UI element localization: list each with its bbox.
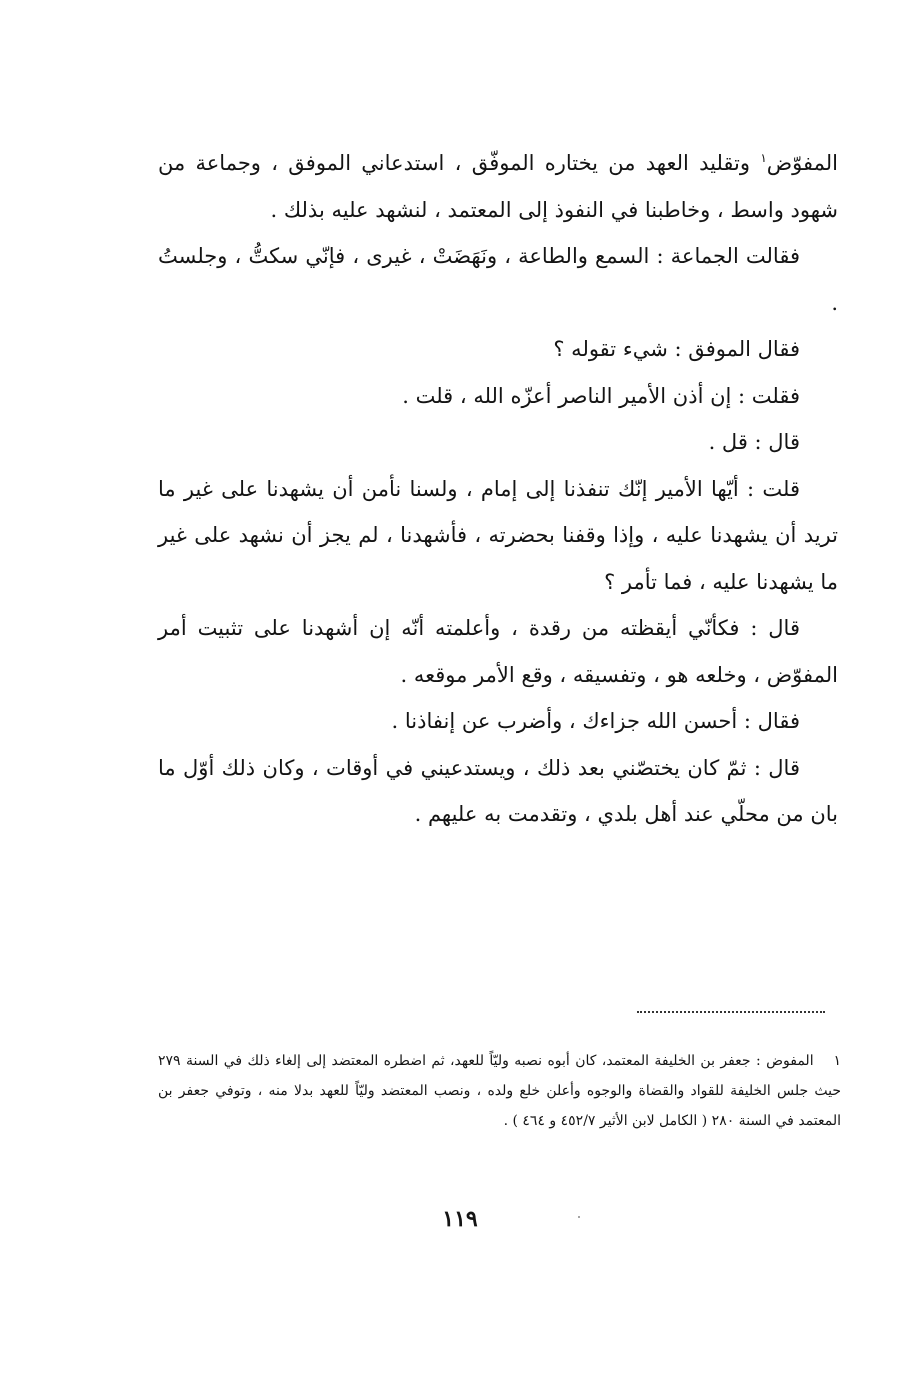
page-number: ١١٩ [442,1206,478,1232]
main-text [158,140,838,838]
footnote-text: المفوض : جعفر بن الخليفة المعتمد، كان أبوه نصبه وليّاً للعهد، ثم اضطره المعتضد إلى إلغاء ذلك في السنة ٢٧٩ حيث جلس الخليفة للقواد والقضاة والوجوه وأعلن خلع ولده ، ونصب المعتضد وليّاً للعهد بدلا منه ، وتوفي جعفر بن المعتمد في السنة ٢٨٠ ( الكامل لابن الأثير ٤٥٢/٧ و ٤٦٤ ) . [158,1053,841,1129]
footnote-number: ١ [833,1053,841,1069]
paragraph-3: فقال الموفق : شيء تقوله ؟ [553,337,800,361]
paragraph-2: فقالت الجماعة : السمع والطاعة ، ونَهَضَتْ ، غيرى ، فإنّي سكتُّ ، وجلستُ . [158,244,838,315]
footnote-reference[interactable]: ١ [760,151,767,165]
scan-speck [578,1216,580,1218]
paragraph-1-text: وتقليد العهد من يختاره الموفّق ، استدعاني الموفق ، وجماعة من شهود واسط ، وخاطبنا في النفوذ إلى المعتمد ، لنشهد عليه بذلك . [158,151,838,222]
footnote [158,1046,841,1136]
paragraph-6: قلت : أيّها الأمير إنّك تنفذنا إلى إمام ، ولسنا نأمن أن يشهدنا على غير ما تريد أن يشهدنا عليه ، وإذا وقفنا بحضرته ، فأشهدنا ، لم يجز أن نشهد على غير ما يشهدنا عليه ، فما تأمر ؟ [158,476,838,594]
term-mufawwad: المفوّض [766,151,838,175]
footnote-separator [637,1011,825,1013]
paragraph-7: قال : فكأنّي أيقظته من رقدة ، وأعلمته أنّه إن أشهدنا على تثبيت أمر المفوّض ، وخلعه هو ، وتفسيقه ، وقع الأمر موقعه . [158,616,838,687]
paragraph-5: قال : قل . [708,430,800,454]
paragraph-8: فقال : أحسن الله جزاءك ، وأضرب عن إنفاذنا . [391,709,800,733]
paragraph-1 [158,140,838,233]
paragraph-4: فقلت : إن أذن الأمير الناصر أعزّه الله ، قلت . [402,383,800,408]
footnote-entry [158,1046,841,1136]
paragraph-9: قال : ثمّ كان يختصّني بعد ذلك ، ويستدعيني في أوقات ، وكان ذلك أوّل ما بان من محلّي عند أهل بلدي ، وتقدمت به عليهم . [158,755,838,826]
